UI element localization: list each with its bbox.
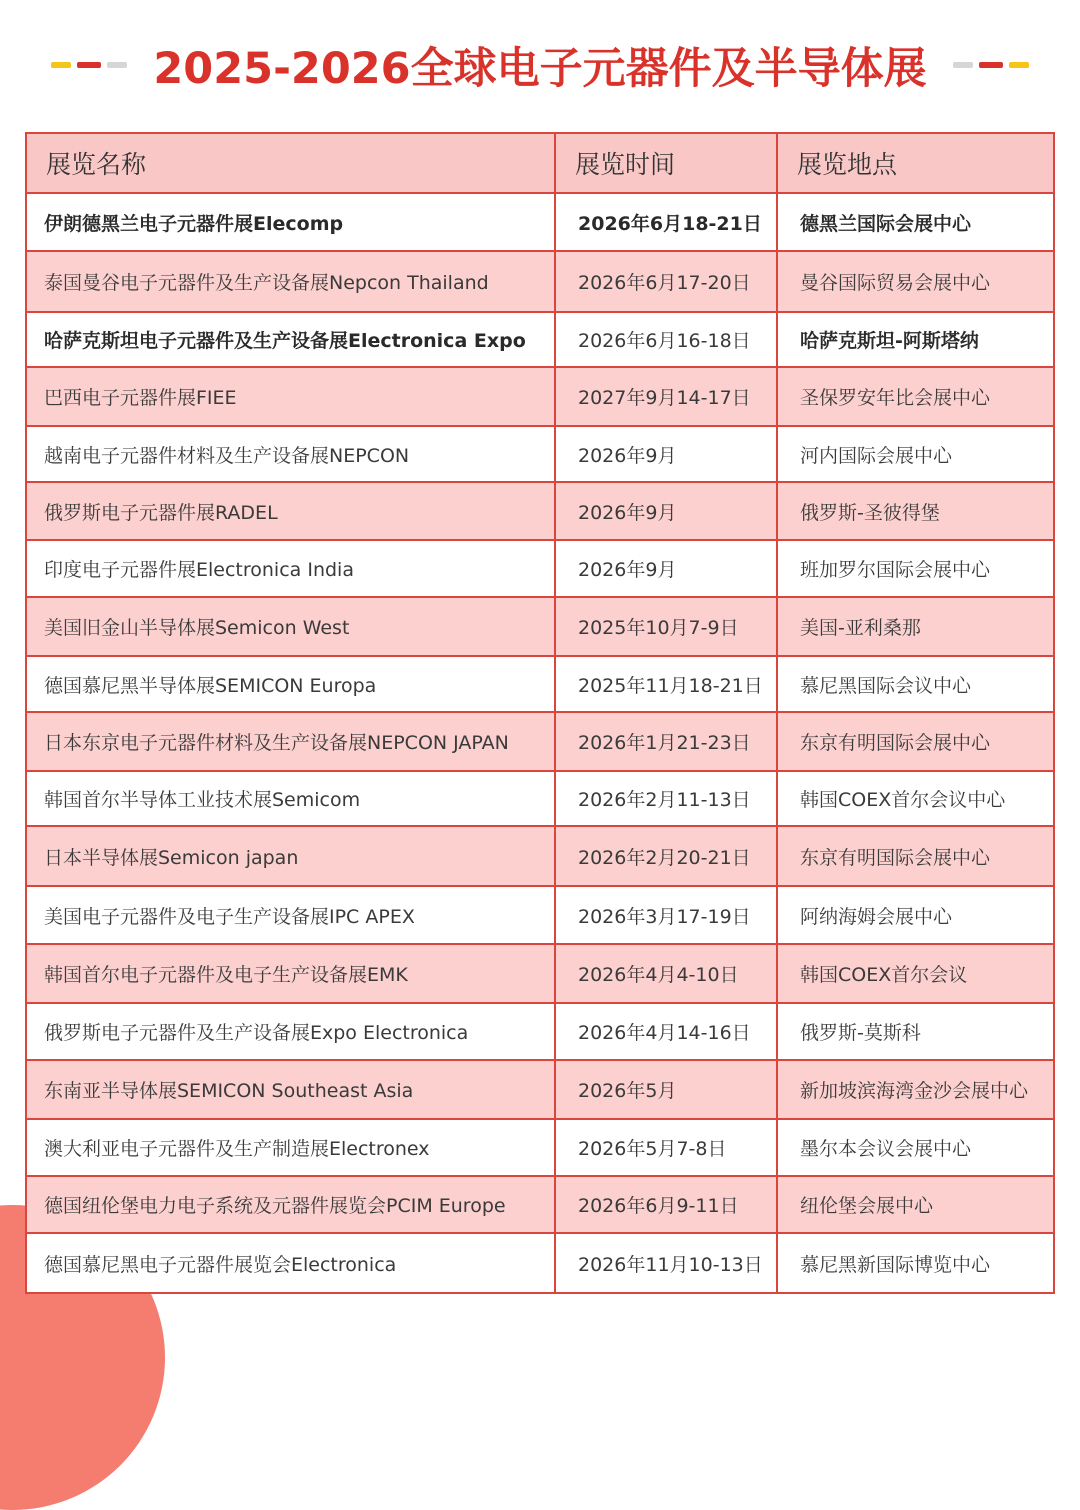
exhibition-time: 2025年11月18-21日	[555, 656, 777, 712]
table-row	[26, 826, 1054, 886]
exhibition-time: 2026年2月20-21日	[555, 826, 777, 886]
exhibition-place: 慕尼黑国际会议中心	[777, 656, 1054, 712]
exhibition-name: 东南亚半导体展SEMICON Southeast Asia	[26, 1060, 555, 1119]
title-bar	[0, 30, 1080, 100]
exhibition-time: 2026年6月17-20日	[555, 251, 777, 312]
exhibition-place: 墨尔本会议会展中心	[777, 1119, 1054, 1176]
exhibition-time: 2026年6月18-21日	[555, 193, 777, 251]
exhibition-place: 纽伦堡会展中心	[777, 1176, 1054, 1233]
exhibition-place: 慕尼黑新国际博览中心	[777, 1233, 1054, 1293]
exhibition-time: 2026年4月4-10日	[555, 944, 777, 1003]
table-row	[26, 193, 1054, 251]
exhibition-time: 2026年11月10-13日	[555, 1233, 777, 1293]
exhibition-place: 德黑兰国际会展中心	[777, 193, 1054, 251]
exhibition-name: 泰国曼谷电子元器件及生产设备展Nepcon Thailand	[26, 251, 555, 312]
exhibition-place: 新加坡滨海湾金沙会展中心	[777, 1060, 1054, 1119]
table-row	[26, 540, 1054, 597]
table-row	[26, 312, 1054, 367]
exhibition-time: 2026年5月	[555, 1060, 777, 1119]
table-row	[26, 482, 1054, 540]
exhibition-place: 东京有明国际会展中心	[777, 826, 1054, 886]
exhibition-name: 德国纽伦堡电力电子系统及元器件展览会PCIM Europe	[26, 1176, 555, 1233]
table-row	[26, 656, 1054, 712]
exhibition-place: 美国-亚利桑那	[777, 597, 1054, 656]
table-row	[26, 251, 1054, 312]
table-row	[26, 944, 1054, 1003]
exhibition-name: 日本东京电子元器件材料及生产设备展NEPCON JAPAN	[26, 712, 555, 771]
table-row	[26, 367, 1054, 426]
exhibition-name: 德国慕尼黑电子元器件展览会Electronica	[26, 1233, 555, 1293]
exhibition-name: 越南电子元器件材料及生产设备展NEPCON	[26, 426, 555, 482]
table-row	[26, 426, 1054, 482]
exhibition-time: 2026年6月16-18日	[555, 312, 777, 367]
exhibition-time: 2026年3月17-19日	[555, 886, 777, 944]
exhibition-place: 哈萨克斯坦-阿斯塔纳	[777, 312, 1054, 367]
exhibition-name: 俄罗斯电子元器件展RADEL	[26, 482, 555, 540]
table-row	[26, 712, 1054, 771]
exhibition-time: 2026年5月7-8日	[555, 1119, 777, 1176]
exhibition-time: 2026年9月	[555, 540, 777, 597]
table-row	[26, 1119, 1054, 1176]
title-decoration-left	[51, 62, 127, 68]
exhibition-place: 阿纳海姆会展中心	[777, 886, 1054, 944]
exhibition-name: 俄罗斯电子元器件及生产设备展Expo Electronica	[26, 1003, 555, 1060]
exhibition-name: 哈萨克斯坦电子元器件及生产设备展Electronica Expo	[26, 312, 555, 367]
exhibition-name: 伊朗德黑兰电子元器件展Elecomp	[26, 193, 555, 251]
table-row	[26, 886, 1054, 944]
exhibition-name: 德国慕尼黑半导体展SEMICON Europa	[26, 656, 555, 712]
exhibition-time: 2027年9月14-17日	[555, 367, 777, 426]
table-row	[26, 1176, 1054, 1233]
exhibition-time: 2025年10月7-9日	[555, 597, 777, 656]
table-row	[26, 597, 1054, 656]
exhibition-name: 日本半导体展Semicon japan	[26, 826, 555, 886]
exhibition-name: 美国电子元器件及电子生产设备展IPC APEX	[26, 886, 555, 944]
exhibition-place: 曼谷国际贸易会展中心	[777, 251, 1054, 312]
table-row	[26, 1233, 1054, 1293]
page-title: 2025-2026全球电子元器件及半导体展	[153, 43, 927, 94]
exhibition-place: 东京有明国际会展中心	[777, 712, 1054, 771]
exhibition-place: 韩国COEX首尔会议中心	[777, 771, 1054, 826]
exhibition-place: 圣保罗安年比会展中心	[777, 367, 1054, 426]
exhibition-name: 韩国首尔半导体工业技术展Semicom	[26, 771, 555, 826]
header-time: 展览时间	[555, 133, 777, 193]
exhibition-time: 2026年9月	[555, 482, 777, 540]
exhibition-name: 巴西电子元器件展FIEE	[26, 367, 555, 426]
exhibition-time: 2026年6月9-11日	[555, 1176, 777, 1233]
exhibition-time: 2026年1月21-23日	[555, 712, 777, 771]
exhibition-place: 河内国际会展中心	[777, 426, 1054, 482]
exhibition-name: 韩国首尔电子元器件及电子生产设备展EMK	[26, 944, 555, 1003]
table-row	[26, 1060, 1054, 1119]
header-name: 展览名称	[26, 133, 555, 193]
exhibition-time: 2026年9月	[555, 426, 777, 482]
exhibition-place: 韩国COEX首尔会议	[777, 944, 1054, 1003]
exhibition-place: 俄罗斯-莫斯科	[777, 1003, 1054, 1060]
exhibition-name: 澳大利亚电子元器件及生产制造展Electronex	[26, 1119, 555, 1176]
table-row	[26, 771, 1054, 826]
exhibition-time: 2026年4月14-16日	[555, 1003, 777, 1060]
table-header-row	[26, 133, 1054, 193]
exhibition-time: 2026年2月11-13日	[555, 771, 777, 826]
exhibition-place: 班加罗尔国际会展中心	[777, 540, 1054, 597]
title-decoration-right	[953, 62, 1029, 68]
exhibition-place: 俄罗斯-圣彼得堡	[777, 482, 1054, 540]
exhibition-name: 印度电子元器件展Electronica India	[26, 540, 555, 597]
table-row	[26, 1003, 1054, 1060]
exhibition-name: 美国旧金山半导体展Semicon West	[26, 597, 555, 656]
exhibition-table	[25, 132, 1055, 1294]
header-place: 展览地点	[777, 133, 1054, 193]
